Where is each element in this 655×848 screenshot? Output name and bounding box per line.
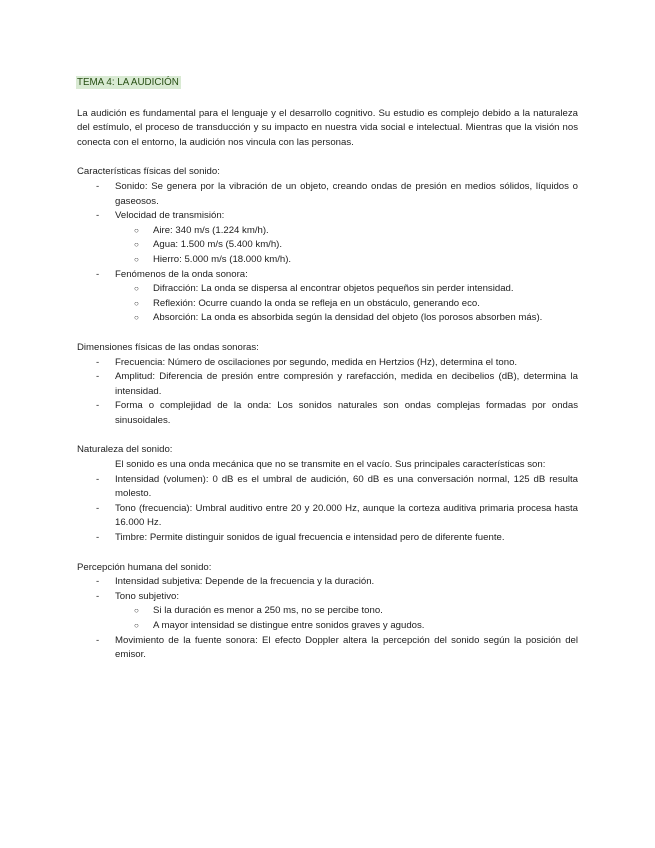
list-item-text: Frecuencia: Número de oscilaciones por segundo, medida en Hertzios (Hz), determina el tono.: [115, 356, 518, 368]
section-heading: Naturaleza del sonido:: [77, 444, 173, 456]
section-human-perception: [77, 561, 578, 663]
list-item-text: Movimiento de la fuente sonora: El efecto Doppler altera la percepción del sonido según la posición del emisor.: [115, 634, 578, 661]
list-item: [77, 502, 578, 531]
sub-bullet-list: [115, 282, 578, 326]
dash-bullet: -: [96, 473, 100, 485]
list-item-text: Intensidad (volumen): 0 dB es el umbral de audición, 60 dB es una conversación normal, 125 dB resulta molesto.: [115, 473, 578, 500]
document-title: TEMA 4: LA AUDICIÓN: [77, 77, 179, 88]
dash-bullet: -: [96, 576, 100, 588]
list-item-text: Sonido: Se genera por la vibración de un objeto, creando ondas de presión en medios sólidos, líquidos o gaseosos.: [115, 180, 578, 207]
circle-bullet: ○: [134, 606, 139, 616]
sub-list-item: [115, 253, 578, 268]
circle-bullet: ○: [134, 284, 139, 294]
list-item: [77, 370, 578, 399]
dash-bullet: -: [96, 210, 100, 222]
circle-bullet: ○: [134, 240, 139, 250]
sub-list-item-text: Aire: 340 m/s (1.224 km/h).: [153, 224, 269, 236]
section-heading: Características físicas del sonido:: [77, 166, 220, 178]
dash-bullet: -: [96, 356, 100, 368]
circle-bullet: ○: [134, 621, 139, 630]
dash-bullet: -: [96, 371, 100, 383]
list-item-text: Fenómenos de la onda sonora:: [115, 268, 248, 280]
dash-bullet: -: [96, 502, 100, 514]
document-page: [77, 76, 578, 663]
sub-bullet-list: [115, 224, 578, 268]
sub-list-item: [115, 619, 578, 634]
sub-list-item-text: Si la duración es menor a 250 ms, no se percibe tono.: [153, 605, 383, 617]
section-physical-dimensions: [77, 341, 578, 429]
list-item-text: Forma o complejidad de la onda: Los sonidos naturales son ondas complejas formadas por ondas sinusoidales.: [115, 400, 578, 426]
circle-bullet: ○: [134, 313, 139, 323]
list-item: [77, 575, 578, 590]
dash-bullet: -: [96, 590, 100, 602]
list-item: [77, 634, 578, 663]
bullet-list: [77, 356, 578, 429]
sub-list-item: [115, 604, 578, 619]
bullet-list: [77, 180, 578, 326]
list-item-text: Velocidad de transmisión:: [115, 210, 225, 222]
sub-list-item: [115, 282, 578, 297]
sub-bullet-list: [115, 604, 578, 633]
dash-bullet: -: [96, 268, 100, 280]
list-item: [77, 268, 578, 326]
circle-bullet: ○: [134, 225, 139, 235]
list-item-text: Intensidad subjetiva: Depende de la frecuencia y la duración.: [115, 576, 375, 588]
section-heading: Percepción humana del sonido:: [77, 561, 212, 573]
intro-paragraph: La audición es fundamental para el lenguaje y el desarrollo cognitivo. Su estudio es complejo debido a la naturaleza del estímulo, el proceso de transducción y su impacto en nuestra vida social e intelectual. Mientras que la visión nos conecta con el entorno, la audición nos vincula con las personas.: [77, 107, 578, 148]
bullet-list: [77, 473, 578, 546]
sub-list-item-text: Reflexión: Ocurre cuando la onda se refleja en un obstáculo, generando eco.: [153, 297, 480, 309]
sub-list-item: [115, 297, 578, 312]
list-item-text: Timbre: Permite distinguir sonidos de igual frecuencia e intensidad pero de diferente fuente.: [115, 532, 505, 544]
sub-list-item: [115, 224, 578, 239]
sub-list-item-text: Hierro: 5.000 m/s (18.000 km/h).: [153, 253, 292, 265]
dash-bullet: -: [96, 180, 100, 192]
dash-bullet: -: [96, 400, 100, 412]
dash-bullet: -: [96, 532, 100, 544]
section-physical-characteristics: [77, 165, 578, 326]
list-item-text: Tono subjetivo:: [115, 590, 179, 602]
sub-list-item-text: Agua: 1.500 m/s (5.400 km/h).: [153, 239, 283, 251]
list-item: [77, 209, 578, 267]
section-sound-nature: [77, 443, 578, 545]
list-item: [77, 399, 578, 428]
circle-bullet: ○: [134, 298, 139, 308]
list-item: [77, 180, 578, 209]
sub-list-item: [115, 238, 578, 253]
list-item-text: Tono (frecuencia): Umbral auditivo entre 20 y 20.000 Hz, aunque la corteza auditiva primaria procesa hasta 16.000 Hz.: [115, 502, 578, 529]
list-item: [77, 356, 578, 371]
sub-list-item-text: Difracción: La onda se dispersa al encontrar objetos pequeños sin perder intensidad.: [153, 283, 514, 295]
section-note: El sonido es una onda mecánica que no se transmite en el vacío. Sus principales características son:: [115, 459, 546, 471]
sub-list-item-text: Absorción: La onda es absorbida según la densidad del objeto (los porosos absorben más).: [153, 312, 543, 324]
dash-bullet: -: [96, 634, 100, 646]
circle-bullet: ○: [134, 254, 139, 264]
list-item: [77, 473, 578, 502]
section-heading: Dimensiones físicas de las ondas sonoras:: [77, 341, 259, 353]
list-item: [77, 531, 578, 546]
list-item-text: Amplitud: Diferencia de presión entre compresión y rarefacción, medida en decibelios (dB), determina la intensidad.: [115, 371, 578, 397]
sub-list-item: [115, 311, 578, 326]
list-item: [77, 590, 578, 634]
bullet-list: [77, 575, 578, 663]
sub-list-item-text: A mayor intensidad se distingue entre sonidos graves y agudos.: [153, 620, 425, 631]
